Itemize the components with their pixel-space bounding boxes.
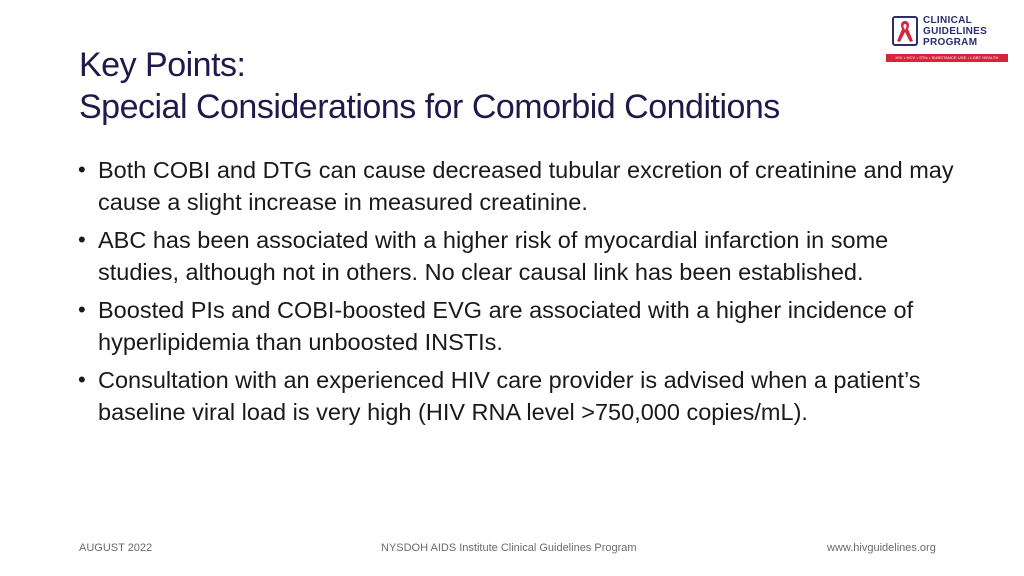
logo-text-line-3: PROGRAM (923, 37, 978, 48)
footer-organization: NYSDOH AIDS Institute Clinical Guidelines Program (381, 542, 637, 554)
bullet-dot-icon: • (78, 367, 86, 392)
bullet-text: Consultation with an experienced HIV care provider is advised when a patient’s baseline viral load is very high (HIV RNA level >750,000 copies/mL). (98, 367, 921, 425)
bullet-item (78, 154, 958, 218)
logo-text-line-1: CLINICAL (923, 15, 973, 26)
logo-text (923, 15, 987, 48)
clinical-guidelines-program-logo (886, 14, 1008, 64)
bullet-text: Both COBI and DTG can cause decreased tubular excretion of creatinine and may cause a slight increase in measured creatinine. (98, 157, 954, 215)
slide-title-line-1: Key Points: (79, 46, 246, 84)
bullet-item (78, 364, 958, 428)
bullet-item (78, 294, 958, 358)
footer-website: www.hivguidelines.org (827, 542, 936, 554)
footer-date: AUGUST 2022 (79, 542, 153, 554)
bullet-dot-icon: • (78, 227, 86, 252)
bullet-dot-icon: • (78, 157, 86, 182)
bullet-text: ABC has been associated with a higher risk of myocardial infarction in some studies, although not in others. No clear causal link has been established. (98, 227, 889, 285)
red-ribbon-icon (890, 17, 920, 47)
slide-title (79, 44, 879, 128)
bullet-list (78, 154, 958, 434)
slide-title-line-2: Special Considerations for Comorbid Conditions (79, 88, 780, 126)
bullet-text: Boosted PIs and COBI-boosted EVG are associated with a higher incidence of hyperlipidemia than unboosted INSTIs. (98, 297, 914, 355)
bullet-item (78, 224, 958, 288)
logo-text-line-2: GUIDELINES (923, 26, 988, 37)
bullet-dot-icon: • (78, 297, 86, 322)
logo-tagline-bar: HIV • HCV • STIs • SUBSTANCE USE • LGBT HEALTH (886, 54, 1008, 62)
